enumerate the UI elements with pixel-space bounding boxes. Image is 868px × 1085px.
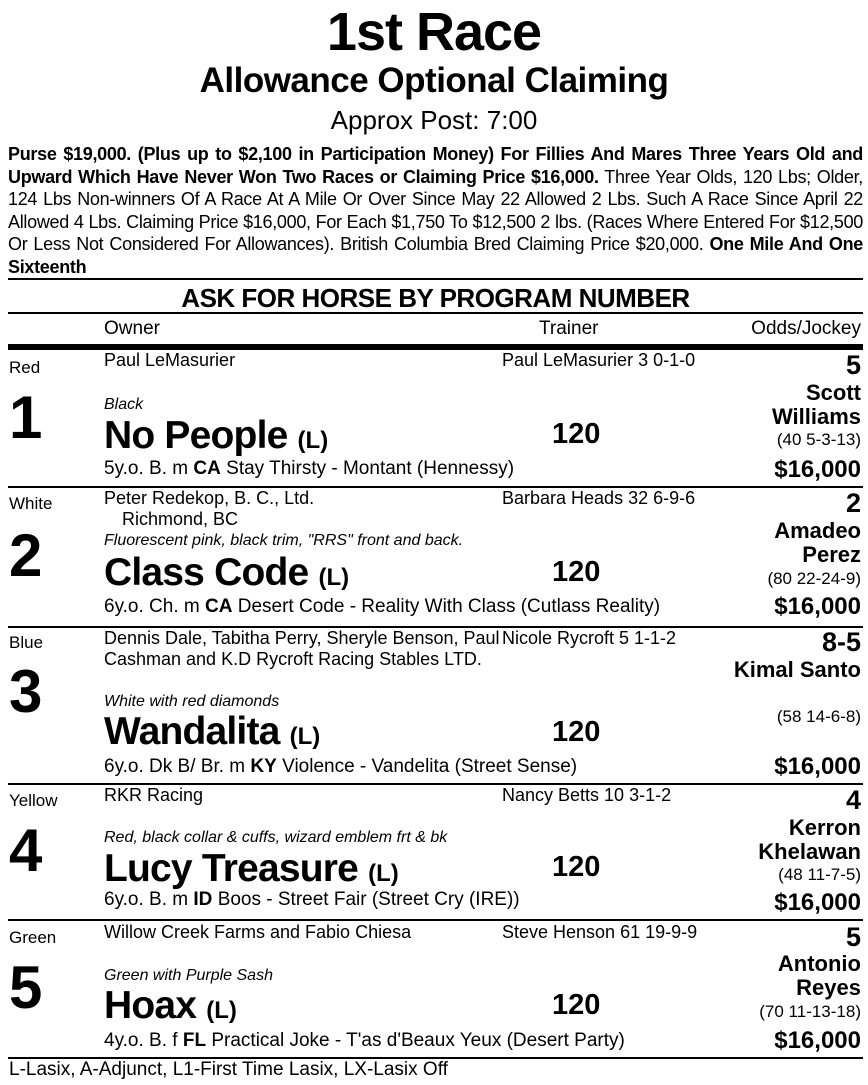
lasix-indicator: (L) [368, 860, 399, 887]
owner [104, 350, 499, 371]
lasix-indicator: (L) [206, 997, 237, 1024]
lasix-indicator: (L) [318, 564, 350, 591]
weight: 120 [552, 851, 601, 883]
claiming-price: $16,000 [774, 1027, 861, 1054]
weight: 120 [552, 418, 601, 450]
jockey-name: Antonio Reyes [777, 951, 861, 1000]
entry-row [0, 350, 868, 486]
trainer: Nicole Rycroft 5 1-1-2 [502, 628, 677, 648]
pedigree: Boos - Street Fair (Street Cry (IRE)) [217, 889, 520, 910]
age-sex: 5y.o. B. m [104, 458, 189, 479]
race-type-title: Allowance Optional Claiming [199, 61, 669, 100]
jockey-name: Kerron Khelawan [758, 815, 861, 864]
owner-name: RKR Racing [104, 785, 204, 805]
claiming-price: $16,000 [774, 889, 861, 916]
program-number: 4 [9, 817, 43, 884]
bred-state: ID [193, 889, 213, 910]
saddle-color: Blue [9, 633, 44, 652]
column-header-owner: Owner [104, 318, 160, 339]
breeding [104, 596, 660, 618]
pedigree: Desert Code - Reality With Class (Cutlass Reality) [237, 596, 661, 617]
program-number: 3 [9, 658, 43, 725]
owner-name: Willow Creek Farms and Fabio Chiesa [104, 922, 412, 942]
jockey-name: Kimal Santo [733, 657, 861, 682]
owner [104, 628, 504, 670]
weight: 120 [552, 716, 601, 748]
morning-line-odds: 4 [845, 785, 861, 815]
silks-description: Fluorescent pink, black trim, "RRS" front and back. [104, 532, 464, 549]
claiming-price: $16,000 [774, 753, 861, 780]
pedigree: Practical Joke - T'as d'Beaux Yeux (Desert Party) [211, 1030, 625, 1051]
horse-name-text: Class Code [104, 551, 309, 594]
saddle-color: Green [9, 928, 57, 947]
jockey-record: (58 14-6-8) [776, 707, 861, 726]
bred-state: KY [250, 756, 277, 777]
owner-city: Richmond, BC [122, 509, 239, 529]
jockey-record: (40 5-3-13) [776, 430, 861, 449]
conditions-bold-lead: Purse $19,000. (Plus up to $2,100 in Participation Money) For Fillies And Mares Three Years Old and Upward Which Have Never Won Two Races or Claiming Price $16,000. [8, 144, 863, 187]
morning-line-odds: 5 [845, 922, 861, 952]
horse-name-text: Wandalita [104, 710, 280, 753]
pedigree: Stay Thirsty - Montant (Hennessy) [226, 458, 515, 479]
age-sex: 6y.o. B. m [104, 889, 189, 910]
horse-name-text: Hoax [104, 984, 197, 1027]
entry-row [0, 921, 868, 1057]
trainer: Nancy Betts 10 3-1-2 [502, 785, 672, 805]
program-number: 5 [9, 954, 43, 1021]
entry-row [0, 628, 868, 783]
owner-name: Peter Redekop, B. C., Ltd. [104, 488, 315, 508]
jockey-record: (80 22-24-9) [767, 569, 861, 588]
jockey-record: (70 11-13-18) [759, 1002, 861, 1021]
entry-row [0, 785, 868, 919]
race-number-title: 1st Race [326, 2, 542, 62]
breeding [104, 756, 577, 778]
breeding [104, 1030, 625, 1052]
lasix-indicator: (L) [297, 427, 329, 454]
morning-line-odds: 2 [845, 488, 861, 518]
bred-state: CA [193, 458, 221, 479]
horse-name [104, 414, 328, 463]
owner-name: Dennis Dale, Tabitha Perry, Sheryle Benson, Paul Cashman and K.D Rycroft Racing Stables LTD. [104, 628, 500, 669]
divider-rule [8, 278, 863, 280]
silks-description: Black [104, 396, 144, 413]
owner-name: Paul LeMasurier [104, 350, 236, 370]
conditions-distance: One Mile And One Sixteenth [8, 234, 864, 277]
owner [104, 785, 499, 806]
horse-name-text: No People [104, 414, 288, 457]
weight: 120 [552, 989, 601, 1021]
medication-legend: L-Lasix, A-Adjunct, L1-First Time Lasix, LX-Lasix Off [9, 1059, 448, 1080]
horse-name [104, 551, 349, 600]
horse-name-text: Lucy Treasure [104, 847, 359, 890]
conditions-body: Three Year Olds, 120 Lbs; Older, 124 Lbs Non-winners Of A Race At A Mile Or Over Since May 22 Allowed 2 Lbs. Such A Race Since April 22 Allowed 4 Lbs. Claiming Price $16,000, For Each $1,750 To $12,500 2 lbs. (Races Where Entered For $12,500 Or Less Not Considered For Allowances). British Columbia Bred Claiming Price $20,000. [8, 166, 864, 254]
horse-name [104, 984, 237, 1033]
age-sex: 6y.o. Ch. m [104, 596, 200, 617]
jockey-name: Scott Williams [771, 380, 861, 429]
morning-line-odds: 8-5 [821, 627, 861, 657]
bred-state: CA [205, 596, 233, 617]
owner [104, 922, 499, 943]
entry-row [0, 488, 868, 626]
owner [104, 488, 499, 530]
weight: 120 [552, 556, 601, 588]
trainer: Steve Henson 61 19-9-9 [502, 922, 698, 942]
breeding [104, 458, 514, 480]
silks-description: Red, black collar & cuffs, wizard emblem frt & bk [104, 829, 448, 846]
trainer: Barbara Heads 32 6-9-6 [502, 488, 696, 508]
breeding [104, 889, 520, 911]
saddle-color: Red [9, 358, 41, 377]
post-time: Approx Post: 7:00 [330, 105, 538, 135]
bred-state: FL [182, 1030, 207, 1051]
ask-banner: ASK FOR HORSE BY PROGRAM NUMBER [181, 283, 690, 313]
jockey-record: (48 11-7-5) [778, 865, 861, 884]
silks-description: White with red diamonds [104, 693, 280, 710]
claiming-price: $16,000 [774, 593, 861, 620]
column-header-odds-jockey: Odds/Jockey [751, 318, 861, 339]
morning-line-odds: 5 [845, 350, 861, 380]
program-number: 1 [9, 384, 43, 451]
program-number: 2 [9, 522, 43, 589]
saddle-color: Yellow [9, 791, 58, 810]
silks-description: Green with Purple Sash [104, 967, 273, 984]
race-conditions [8, 143, 863, 278]
jockey-name: Amadeo Perez [774, 518, 861, 567]
horse-name [104, 710, 320, 759]
pedigree: Violence - Vandelita (Street Sense) [282, 756, 578, 777]
age-sex: 6y.o. Dk B/ Br. m [104, 756, 246, 777]
saddle-color: White [9, 494, 53, 513]
column-header-trainer: Trainer [539, 318, 599, 339]
claiming-price: $16,000 [774, 456, 861, 483]
trainer: Paul LeMasurier 3 0-1-0 [502, 350, 696, 370]
age-sex: 4y.o. B. f [104, 1030, 178, 1051]
lasix-indicator: (L) [289, 723, 321, 750]
